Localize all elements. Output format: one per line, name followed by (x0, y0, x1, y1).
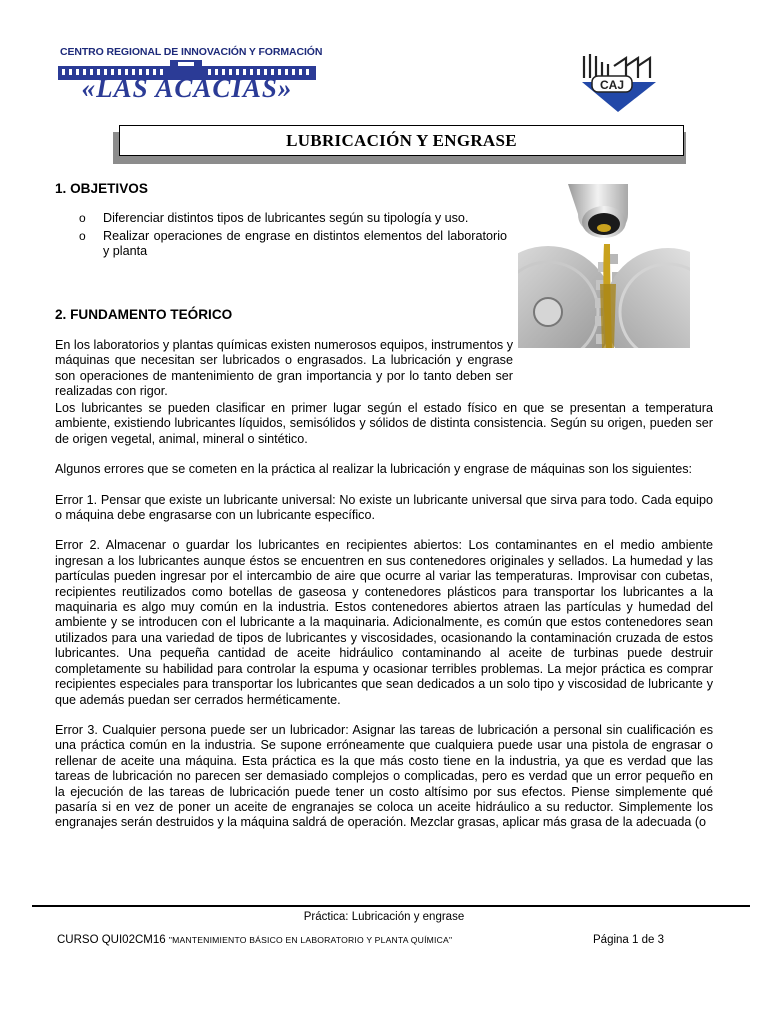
page-number: Página 1 de 3 (593, 934, 664, 946)
paragraph: Error 2. Almacenar o guardar los lubricantes en recipientes abiertos: Los contaminantes en el medio ambiente ingresan a los lubricantes aunque éstos se encuentren en sus contenedores originales y sellados. La humedad y las partículas pueden ingresar por el intercambio de aire que ocurre al variar las temperaturas. Improvisar con cubetas, recipientes reutilizados como botellas de gaseosa y contenedores plásticos para transportar los lubricantes a la maquinaria es algo muy común en la industria. Estos contenedores abiertos atraen las partículas y humedad del ambiente y se introducen con el lubricante a la maquinaria. Adicionalmente, es común que estos contenedores sean utilizados para una variedad de tipos de lubricantes y viscosidades, ocasionando la contaminación cruzada de estos lubricantes. Una pequeña cantidad de aceite hidráulico contaminando al aceite de turbinas puede destruir completamente su habilidad para controlar la espuma y ocasionar terribles problemas. La mejor práctica es comprar recipientes especiales para transportar los lubricantes que sean dedicados a un solo tipo y viscosidad de lubricante y que además puedan ser cerrados herméticamente. (55, 538, 713, 707)
document-title: LUBRICACIÓN Y ENGRASE (119, 125, 684, 156)
footer-divider (32, 905, 750, 907)
oil-gears-illustration (518, 184, 690, 348)
center-logo (58, 46, 323, 106)
institution-logo (578, 52, 658, 114)
theory-body (55, 338, 713, 400)
paragraph: Los lubricantes se pueden clasificar en primer lugar según el estado físico en que se presentan a temperatura ambiente, existiendo lubricantes líquidos, semisólidos y sólidos de distinta consistencia. Según su origen, pueden ser de origen vegetal, animal, mineral o sintético. (55, 401, 713, 446)
course-name: "MANTENIMIENTO BÁSICO EN LABORATORIO Y PLANTA QUÍMICA" (168, 935, 453, 945)
paragraph: Error 1. Pensar que existe un lubricante universal: No existe un lubricante universal que sirva para todo. Cada equipo o máquina debe engrasarse con un lubricante específico. (55, 492, 713, 523)
footer-practice-title: Práctica: Lubricación y engrase (303, 911, 465, 923)
list-item: o Diferenciar distintos tipos de lubricantes según su tipología y uso. (79, 211, 469, 225)
paragraph: Algunos errores que se cometen en la práctica al realizar la lubricación y engrase de máquinas son los siguientes: (55, 462, 693, 477)
section-heading-theory: 2. FUNDAMENTO TEÓRICO (55, 307, 233, 322)
paragraph: En los laboratorios y plantas químicas existen numerosos equipos, instrumentos y máquinas que necesitan ser lubricados o engrasados. La lubricación y engrase son operaciones de mantenimiento de gran importancia y por lo tanto deben ser realizadas con rigor. (55, 338, 513, 399)
bullet-icon: o (79, 211, 86, 225)
theory-body-continued (55, 401, 713, 831)
center-name: «LAS ACACIAS» (81, 73, 293, 103)
footer-course (57, 934, 452, 946)
objectives-list (77, 211, 507, 262)
org-name: CENTRO REGIONAL DE INNOVACIÓN Y FORMACIÓN (60, 46, 323, 58)
section-heading-objectives: 1. OBJETIVOS (55, 181, 148, 196)
logo-right-text: CAJ (599, 78, 625, 92)
bullet-icon: o (79, 229, 86, 243)
course-code: CURSO QUI02CM16 (57, 934, 166, 946)
paragraph: Error 3. Cualquier persona puede ser un lubricador: Asignar las tareas de lubricación a personal sin cualificación es una práctica común en la industria. Se supone erróneamente que cualquiera puede usar una pistola de engrasar o rellenar de aceite una máquina. Esta práctica es la que más costo tiene en la industria, ya que es verdad que las tareas de lubricación no parecen ser demasiado complejos o complicadas, pero es verdad que un error pequeño en la ejecución de las tareas de lubricación puede tener un costo altísimo por sus efectos. Piense simplemente qué pasaría si en vez de poner un aceite de engranajes se coloca un aceite hidráulico a su reductor. Simplemente los engranajes serán destruidos y la máquina saldrá de operación. Mezclar grasas, aplicar más grasa de la adecuada (o (55, 722, 713, 830)
list-item: o Realizar operaciones de engrase en distintos elementos del laboratorio y planta (79, 229, 507, 258)
